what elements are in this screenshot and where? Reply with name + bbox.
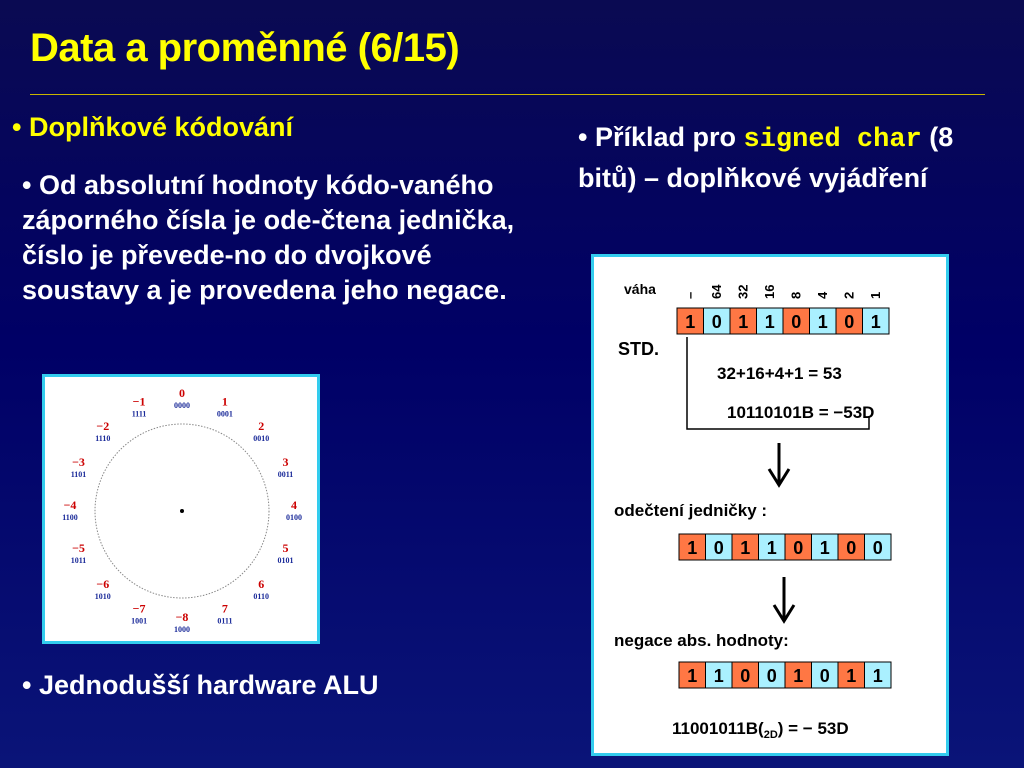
- wheel-binary-label: 0100: [286, 513, 302, 522]
- wheel-entry: [286, 498, 302, 522]
- wheel-binary-label: 0010: [253, 433, 270, 443]
- wheel-binary-label: 1100: [62, 513, 78, 522]
- bullet-hardware: [22, 670, 379, 701]
- wheel-entry: [217, 395, 233, 419]
- wheel-binary-label: 1011: [70, 555, 87, 565]
- bit-value: 1: [685, 312, 696, 332]
- weight-label: –: [682, 291, 698, 299]
- bit-value: 1: [817, 312, 828, 332]
- bit-value: 1: [870, 312, 881, 332]
- wheel-decimal-label: 4: [291, 498, 297, 512]
- wheel-entry: [62, 498, 78, 522]
- wheel-binary-label: 0111: [217, 616, 233, 626]
- bit-value: 0: [846, 538, 857, 558]
- step-negate-label: negace abs. hodnoty:: [614, 631, 789, 650]
- bit-value: 0: [844, 312, 855, 332]
- wheel-binary-label: 0000: [174, 401, 190, 410]
- weight-label: 8: [788, 291, 804, 299]
- std-interpretation: 10110101B = −53D: [727, 403, 875, 422]
- bullet-doplnkove-kodovani: [12, 112, 293, 143]
- slide-title: Data a proměnné (6/15): [30, 26, 460, 70]
- wheel-binary-label: 1110: [95, 433, 111, 443]
- wheel-entry: [278, 541, 294, 565]
- std-label: STD.: [618, 339, 660, 359]
- bullet-marker: •: [578, 122, 588, 152]
- bit-value: 0: [740, 666, 751, 686]
- bit-value: 0: [791, 312, 802, 332]
- bullet-doplnkove-text: Doplňkové kódování: [28, 112, 294, 142]
- step-subtract-label: odečtení jedničky :: [614, 501, 768, 520]
- weight-row-label: váha: [624, 281, 656, 297]
- bullet-example: [578, 118, 978, 197]
- wheel-decimal-label: −1: [132, 394, 146, 409]
- bit-value: 1: [687, 666, 698, 686]
- bit-value: 1: [740, 538, 751, 558]
- bullet-hardware-text: Jednodušší hardware ALU: [38, 670, 379, 700]
- wheel-decimal-label: 2: [258, 418, 265, 433]
- wheel-entry: [95, 577, 111, 601]
- wheel-entry: [217, 602, 232, 626]
- bit-value: 1: [872, 666, 883, 686]
- wheel-binary-label: 0101: [277, 555, 294, 565]
- weight-labels: [682, 284, 883, 299]
- weight-label: 4: [814, 291, 830, 299]
- wheel-decimal-label: −7: [132, 601, 146, 616]
- arrow-down-icon: [769, 443, 789, 485]
- final-result-subscript: 2D: [763, 729, 778, 741]
- wheel-entry: [132, 395, 147, 419]
- wheel-decimal-label: −5: [72, 540, 85, 555]
- wheel-decimal-label: −6: [96, 577, 110, 592]
- complement-diagram: [591, 254, 949, 756]
- wheel-entry: [174, 386, 190, 410]
- bullet-marker: •: [22, 670, 32, 700]
- wheel-center-dot: [180, 509, 184, 513]
- weight-label: 1: [867, 291, 883, 299]
- wheel-decimal-label: 6: [258, 577, 265, 592]
- bit-value: 1: [738, 312, 749, 332]
- wheel-binary-label: 0011: [277, 470, 294, 480]
- example-code: signed char: [743, 125, 922, 155]
- bit-row-negated: [679, 662, 891, 688]
- weight-label: 16: [761, 284, 777, 299]
- bit-value: 0: [766, 666, 777, 686]
- wheel-entry: [278, 455, 294, 479]
- twos-complement-wheel: [42, 374, 320, 644]
- wheel-entry: [71, 455, 87, 479]
- weight-label: 64: [708, 284, 724, 299]
- bit-value: 1: [687, 538, 698, 558]
- wheel-decimal-label: 0: [179, 386, 185, 400]
- complement-diagram-svg: [594, 257, 946, 753]
- wheel-binary-label: 1001: [131, 616, 148, 626]
- weight-label: 2: [841, 291, 857, 299]
- bit-value: 0: [711, 312, 722, 332]
- wheel-entry: [253, 419, 269, 443]
- wheel-binary-label: 1111: [131, 409, 147, 419]
- wheel-decimal-label: −4: [63, 498, 77, 512]
- bullet-marker: •: [22, 170, 32, 200]
- wheel-entry: [253, 577, 269, 601]
- wheel-decimal-label: −2: [96, 418, 110, 433]
- bit-value: 0: [819, 666, 830, 686]
- arrow-down-icon: [774, 577, 794, 621]
- bit-value: 1: [766, 538, 777, 558]
- example-prefix: Příklad pro: [594, 122, 744, 152]
- wheel-decimal-label: 1: [221, 394, 228, 409]
- bit-value: 0: [872, 538, 883, 558]
- wheel-entry: [71, 541, 87, 565]
- wheel-binary-label: 1101: [70, 470, 87, 480]
- wheel-decimal-label: 3: [282, 455, 289, 470]
- bullet-description: [22, 168, 552, 308]
- final-result: [672, 719, 849, 741]
- bit-row-original: [677, 308, 889, 334]
- wheel-binary-label: 1010: [94, 592, 111, 602]
- bit-value: 1: [764, 312, 775, 332]
- wheel-binary-label: 0110: [253, 592, 269, 602]
- wheel-decimal-label: 5: [282, 540, 289, 555]
- bit-value: 0: [793, 538, 804, 558]
- weight-sum: 32+16+4+1 = 53: [717, 364, 842, 383]
- title-divider: [30, 94, 985, 95]
- wheel-entry: [174, 610, 190, 634]
- wheel-decimal-label: −8: [175, 610, 189, 624]
- wheel-binary-label: 0001: [216, 409, 233, 419]
- bit-value: 1: [819, 538, 830, 558]
- final-result-main: 11001011B(: [672, 719, 764, 738]
- bit-value: 1: [846, 666, 857, 686]
- final-result-rest: ) = − 53D: [777, 719, 849, 738]
- bit-row-subtracted: [679, 534, 891, 560]
- wheel-figure: [45, 377, 317, 641]
- weight-label: 32: [735, 284, 751, 299]
- bullet-marker: •: [12, 112, 22, 142]
- example-suffix: (8 bitů) – doplňkové vyjádření: [578, 122, 954, 193]
- wheel-binary-label: 1000: [174, 625, 190, 634]
- bit-value: 0: [713, 538, 724, 558]
- bit-value: 1: [713, 666, 724, 686]
- wheel-decimal-label: 7: [221, 601, 228, 616]
- wheel-entry: [95, 419, 110, 443]
- bullet-description-text: Od absolutní hodnoty kódo-vaného záporného čísla je ode-čtena jednička, číslo je převede-no do dvojkové soustavy a je provedena jeho negace.: [22, 170, 515, 305]
- bit-value: 1: [793, 666, 804, 686]
- wheel-decimal-label: −3: [72, 455, 85, 470]
- wheel-entry: [131, 602, 147, 626]
